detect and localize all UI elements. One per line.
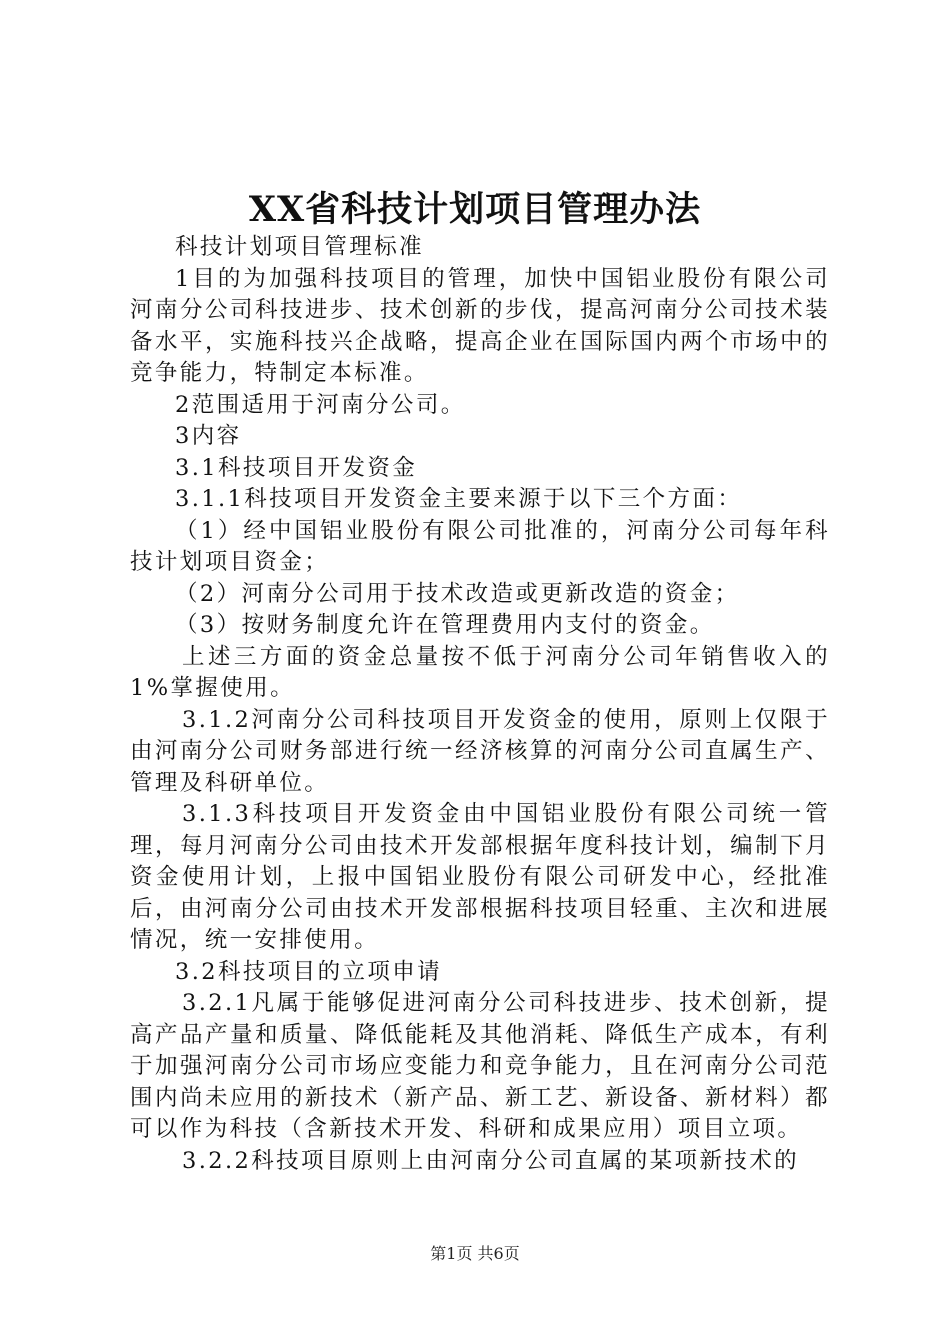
paragraph: （1）经中国铝业股份有限公司批准的，河南分公司每年科技计划项目资金； — [130, 517, 830, 575]
paragraph: 科技计划项目管理标准 — [175, 234, 425, 260]
paragraph: （2）河南分公司用于技术改造或更新改造的资金； — [175, 580, 740, 607]
document-title: XX省科技计划项目管理办法 — [248, 189, 702, 230]
paragraph: 3.1科技项目开发资金 — [175, 454, 418, 481]
paragraph: 3.2科技项目的立项申请 — [175, 958, 443, 985]
paragraph: 2范围适用于河南分公司。 — [175, 391, 466, 418]
paragraph: 3.1.2河南分公司科技项目开发资金的使用，原则上仅限于由河南分公司财务部进行统一经济核算的河南分公司直属生产、管理及科研单位。 — [130, 706, 830, 796]
paragraph: 3.2.2科技项目原则上由河南分公司直属的某项新技术的 — [182, 1147, 800, 1174]
paragraph: 3.1.1科技项目开发资金主要来源于以下三个方面： — [175, 486, 743, 512]
paragraph: 3.2.1凡属于能够促进河南分公司科技进步、技术创新，提高产品产量和质量、降低能耗及其他消耗、降低生产成本，有利于加强河南分公司市场应变能力和竞争能力，且在河南分公司范围内尚未应用的新技术（新产品、新工艺、新设备、新材料）都可以作为科技（含新技术开发、科研和成果应用）项目立项。 — [130, 990, 830, 1142]
paragraph: 1目的为加强科技项目的管理，加快中国铝业股份有限公司河南分公司科技进步、技术创新的步伐，提高河南分公司技术装备水平，实施科技兴企战略，提高企业在国际国内两个市场中的竞争能力，特制定本标准。 — [130, 265, 830, 386]
paragraph: 3内容 — [175, 423, 242, 449]
paragraph: 上述三方面的资金总量按不低于河南分公司年销售收入的1%掌握使用。 — [130, 643, 830, 701]
page-footer: 第1页 共6页 — [430, 1244, 520, 1263]
document-body — [130, 232, 830, 1177]
paragraph: （3）按财务制度允许在管理费用内支付的资金。 — [175, 612, 715, 638]
paragraph: 3.1.3科技项目开发资金由中国铝业股份有限公司统一管理，每月河南分公司由技术开发部根据年度科技计划，编制下月资金使用计划，上报中国铝业股份有限公司研发中心，经批准后，由河南分公司由技术开发部根据科技项目轻重、主次和进展情况，统一安排使用。 — [130, 801, 830, 953]
